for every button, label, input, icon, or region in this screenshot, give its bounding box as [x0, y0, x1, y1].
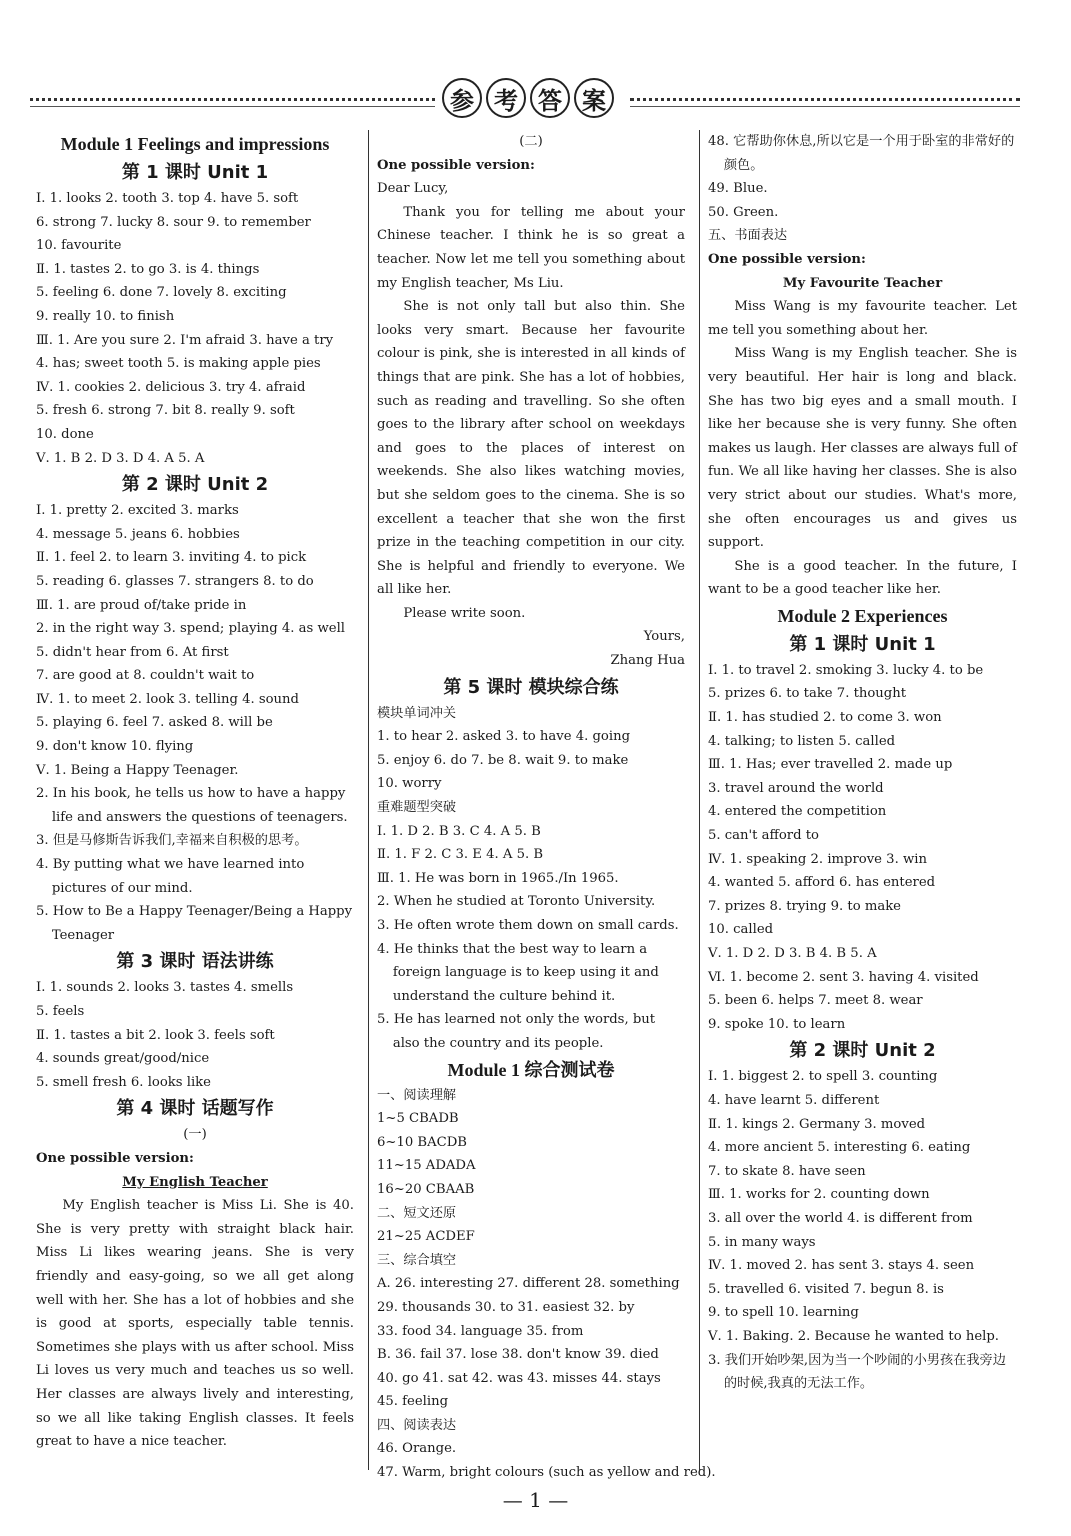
answer-line: 5. fresh 6. strong 7. bit 8. really 9. soft — [36, 403, 295, 419]
answer-line: 5. prizes 6. to take 7. thought — [708, 686, 907, 702]
header-char: 参 — [442, 78, 482, 118]
header-rule-right — [630, 98, 1020, 101]
answer-line: B. 36. fail 37. lose 38. don't know 39. died — [377, 1347, 659, 1363]
module-heading: Module 1 Feelings and impressions — [60, 134, 330, 154]
answer-line: 1. to hear 2. asked 3. to have 4. going — [377, 729, 631, 745]
signature-line: Yours, — [643, 629, 685, 645]
answer-line: 40. go 41. sat 42. was 43. misses 44. stays — [377, 1370, 661, 1386]
answer-line: 1~5 CBADB — [377, 1111, 459, 1127]
answer-line: 3. all over the world 4. is different from — [708, 1210, 973, 1226]
answer-line: Ⅱ. 1. feel 2. to learn 3. inviting 4. to pick — [36, 550, 307, 566]
answer-line: Ⅲ. 1. Has; ever travelled 2. made up — [708, 757, 953, 773]
answer-line: Ⅱ. 1. F 2. C 3. E 4. A 5. B — [377, 847, 544, 863]
answer-item: 2. When he studied at Toronto University. — [377, 894, 656, 910]
answer-line: 7. prizes 8. trying 9. to make — [708, 898, 901, 914]
label: One possible version: — [377, 157, 535, 173]
answer-line: Ⅴ. 1. B 2. D 3. D 4. A 5. A — [36, 450, 205, 466]
module-heading: Module 2 Experiences — [777, 605, 948, 626]
lesson-heading: 第 4 课时 话题写作 — [116, 1098, 274, 1120]
answer-line: 5. enjoy 6. do 7. be 8. wait 9. to make — [377, 752, 629, 768]
lesson-heading: 第 2 课时 Unit 2 — [789, 1040, 936, 1062]
answer-line: Ⅱ. 1. kings 2. Germany 3. moved — [708, 1116, 926, 1132]
answer-item: 5. He has learned not only the words, but also the country and its people. — [377, 1012, 656, 1051]
answer-line: 46. Orange. — [377, 1441, 457, 1457]
header-char: 答 — [530, 78, 570, 118]
answer-line: Ⅰ. 1. pretty 2. excited 3. marks — [36, 503, 239, 519]
answer-line: 9. to spell 10. learning — [708, 1305, 859, 1321]
answer-line: 四、阅读表达 — [377, 1417, 457, 1433]
lesson-heading: 第 1 课时 Unit 1 — [789, 633, 936, 655]
answer-item: 3. 我们开始吵架,因为当一个吵闹的小男孩在我旁边的时候,我真的无法工作。 — [708, 1352, 1006, 1392]
answer-line: Ⅲ. 1. He was born in 1965./In 1965. — [377, 870, 619, 886]
answer-line: Ⅰ. 1. D 2. B 3. C 4. A 5. B — [377, 823, 541, 839]
essay-paragraph: She is a good teacher. In the future, I want to be a good teacher like her. — [708, 558, 1017, 598]
answer-line: 10. called — [708, 922, 774, 938]
answer-line: 五、书面表达 — [708, 228, 788, 244]
answer-line: 二、短文还原 — [377, 1205, 457, 1221]
answer-line: 21~25 ACDEF — [377, 1229, 475, 1245]
answer-line: 7. are good at 8. couldn't wait to — [36, 668, 255, 684]
answer-line: Ⅴ. 1. Baking. 2. Because he wanted to help. — [708, 1328, 999, 1344]
header-rule-left — [30, 98, 435, 101]
answer-line: 50. Green. — [708, 204, 779, 220]
answer-line: 重难题型突破 — [377, 800, 457, 816]
answer-line: 4. entered the competition — [708, 804, 887, 820]
answer-item: 3. He often wrote them down on small cards. — [377, 918, 679, 933]
answer-line: 5. been 6. helps 7. meet 8. wear — [708, 993, 923, 1009]
answer-line: 5. can't afford to — [708, 828, 819, 844]
answer-line: 3. travel around the world — [708, 780, 884, 796]
answer-line: A. 26. interesting 27. different 28. something — [377, 1276, 680, 1292]
answer-line: Ⅵ. 1. become 2. sent 3. having 4. visited — [708, 969, 979, 985]
answer-item: 48. 它帮助你休息,所以它是一个用于卧室的非常好的颜色。 — [708, 134, 1015, 173]
answer-line: Ⅲ. 1. Are you sure 2. I'm afraid 3. have a try — [36, 332, 334, 348]
answer-item: 3. 但是马修斯告诉我们,幸福来自积极的思考。 — [36, 833, 308, 849]
answer-line: 5. travelled 6. visited 7. begun 8. is — [708, 1281, 944, 1297]
section-marker: (一) — [183, 1127, 207, 1143]
module-heading: Module 1 综合测试卷 — [447, 1059, 615, 1080]
answer-item: 5. How to Be a Happy Teenager/Being a Happy Teenager — [36, 904, 353, 943]
essay-paragraph: Thank you for telling me about your Chinese teacher. I think he is so great a teacher. Now let me tell you something about my English teacher, Ms Liu. — [377, 204, 685, 291]
answer-line: 9. don't know 10. flying — [36, 739, 194, 755]
header-rule-right-thin — [630, 106, 1020, 107]
essay-paragraph: My English teacher is Miss Li. She is 40. She is very pretty with straight black hair. Miss Li likes wearing jeans. She is very friendly and easy-going, so we all get along well with her. She has a lot of hobbies and she is good at sports, especially table tennis. Sometimes she plays with us after school. Miss Li loves us very much and teaches us so well. Her classes are always lively and interesting, so we all like taking English classes. It feels great to have a nice teacher. — [36, 1198, 354, 1450]
header-char: 考 — [486, 78, 526, 118]
answer-line: 4. more ancient 5. interesting 6. eating — [708, 1140, 971, 1156]
essay-paragraph: Please write soon. — [403, 605, 526, 621]
lesson-heading: 第 2 课时 Unit 2 — [121, 474, 269, 496]
answer-line: 5. reading 6. glasses 7. strangers 8. to do — [36, 573, 314, 589]
answer-line: Ⅳ. 1. moved 2. has sent 3. stays 4. seen — [708, 1258, 975, 1274]
answer-line: 4. have learnt 5. different — [708, 1092, 880, 1108]
essay-paragraph: Miss Wang is my favourite teacher. Let me tell you something about her. — [708, 299, 1017, 338]
answer-line: 一、阅读理解 — [377, 1087, 457, 1103]
answer-line: 45. feeling — [377, 1394, 449, 1410]
answer-line: Ⅳ. 1. speaking 2. improve 3. win — [708, 851, 927, 867]
answer-line: 9. really 10. to finish — [36, 308, 175, 324]
answer-line: 33. food 34. language 35. from — [377, 1323, 584, 1339]
answer-line: 29. thousands 30. to 31. easiest 32. by — [377, 1299, 635, 1315]
answer-key-header — [30, 78, 1020, 122]
answer-line: 9. spoke 10. to learn — [708, 1016, 846, 1032]
header-rule-left-thin — [30, 106, 435, 107]
header-char: 案 — [574, 78, 614, 118]
answer-line: Ⅳ. 1. cookies 2. delicious 3. try 4. afraid — [36, 379, 306, 395]
column-middle — [368, 130, 716, 1481]
page-number: — 1 — — [502, 1488, 569, 1512]
label: One possible version: — [708, 251, 866, 267]
answer-line: Ⅰ. 1. sounds 2. looks 3. tastes 4. smells — [36, 980, 294, 996]
column-left — [36, 130, 354, 1454]
answer-line: 4. message 5. jeans 6. hobbies — [36, 526, 240, 542]
answer-line: 4. sounds great/good/nice — [36, 1051, 210, 1067]
essay-title: My Favourite Teacher — [782, 275, 943, 291]
answer-line: 5. feeling 6. done 7. lovely 8. exciting — [36, 285, 287, 301]
answer-line: 三、综合填空 — [377, 1252, 457, 1268]
answer-line: 6. strong 7. lucky 8. sour 9. to remember — [36, 214, 311, 230]
answer-line: 47. Warm, bright colours (such as yellow and red). — [377, 1465, 716, 1481]
lesson-heading: 第 3 课时 语法讲练 — [116, 951, 274, 973]
answer-line: 6~10 BACDB — [377, 1134, 467, 1150]
section-marker: (二) — [519, 134, 543, 149]
answer-line: 10. favourite — [36, 238, 122, 254]
answer-line: 4. talking; to listen 5. called — [708, 733, 896, 749]
label: One possible version: — [36, 1150, 194, 1166]
answer-line: Ⅳ. 1. to meet 2. look 3. telling 4. sound — [36, 691, 299, 707]
answer-line: 49. Blue. — [708, 181, 768, 197]
answer-line: Ⅱ. 1. tastes 2. to go 3. is 4. things — [36, 261, 260, 277]
answer-line: 10. done — [36, 426, 94, 442]
answer-item: 4. By putting what we have learned into pictures of our mind. — [36, 857, 305, 896]
lesson-heading: 第 5 课时 模块综合练 — [443, 676, 619, 698]
answer-line: 2. in the right way 3. spend; playing 4. as well — [36, 621, 346, 637]
answer-line: Ⅰ. 1. to travel 2. smoking 3. lucky 4. to be — [708, 662, 984, 678]
answer-line: Ⅰ. 1. biggest 2. to spell 3. counting — [708, 1069, 938, 1085]
answer-line: Ⅴ. 1. Being a Happy Teenager. — [36, 762, 239, 778]
answer-line: Dear Lucy, — [377, 181, 449, 197]
answer-line: 10. worry — [377, 776, 442, 792]
answer-line: Ⅱ. 1. tastes a bit 2. look 3. feels soft — [36, 1027, 275, 1043]
answer-item: 2. In his book, he tells us how to have a happy life and answers the questions of teenagers. — [36, 786, 348, 825]
answer-line: 5. in many ways — [708, 1234, 816, 1250]
answer-line: 11~15 ADADA — [377, 1158, 476, 1174]
answer-line: Ⅴ. 1. D 2. D 3. B 4. B 5. A — [708, 946, 877, 961]
answer-line: 4. wanted 5. afford 6. has entered — [708, 875, 936, 891]
answer-line: 16~20 CBAAB — [377, 1181, 475, 1197]
answer-line: 5. feels — [36, 1004, 85, 1019]
answer-line: 模块单词冲关 — [377, 705, 457, 721]
column-right — [699, 130, 1017, 1470]
answer-line: Ⅲ. 1. are proud of/take pride in — [36, 597, 247, 613]
answer-line: Ⅲ. 1. works for 2. counting down — [708, 1187, 930, 1203]
answer-line: 5. didn't hear from 6. At first — [36, 644, 229, 660]
essay-paragraph: She is not only tall but also thin. She looks very smart. Because her favourite colour is pink, she is interested in all kinds of things that are pink. She has a lot of hobbies, such as reading and travelling. So she often goes to the library after school on weekdays and goes to the places of interest on weekends. She also likes watching movies, but she seldom goes to the cinema. She is so excellent a teacher that she won the first prize in the teaching competition in our city. She is helpful and friendly to everyone. We all like her. — [377, 299, 685, 598]
answer-item: 4. He thinks that the best way to learn a foreign language is to keep using it and understand the culture behind it. — [377, 941, 659, 1004]
signature-line: Zhang Hua — [610, 653, 685, 669]
answer-line: 7. to skate 8. have seen — [708, 1163, 866, 1179]
answer-line: Ⅰ. 1. looks 2. tooth 3. top 4. have 5. soft — [36, 191, 299, 206]
answer-line: 5. smell fresh 6. looks like — [36, 1074, 211, 1090]
header-title — [442, 78, 614, 118]
answer-line: Ⅱ. 1. has studied 2. to come 3. won — [708, 710, 942, 726]
lesson-heading: 第 1 课时 Unit 1 — [121, 162, 269, 183]
answer-line: 5. playing 6. feel 7. asked 8. will be — [36, 715, 273, 731]
essay-title: My English Teacher — [122, 1174, 268, 1190]
essay-paragraph: Miss Wang is my English teacher. She is very beautiful. Her hair is long and black. She has two big eyes and a small mouth. I like her because she is very funny. She often makes us laugh. Her classes are always full of fun. We all like having her classes. She is also very strict about our studies. What's more, she often encourages us and gives us support. — [708, 346, 1017, 551]
answer-line: 4. has; sweet tooth 5. is making apple pies — [36, 356, 321, 372]
